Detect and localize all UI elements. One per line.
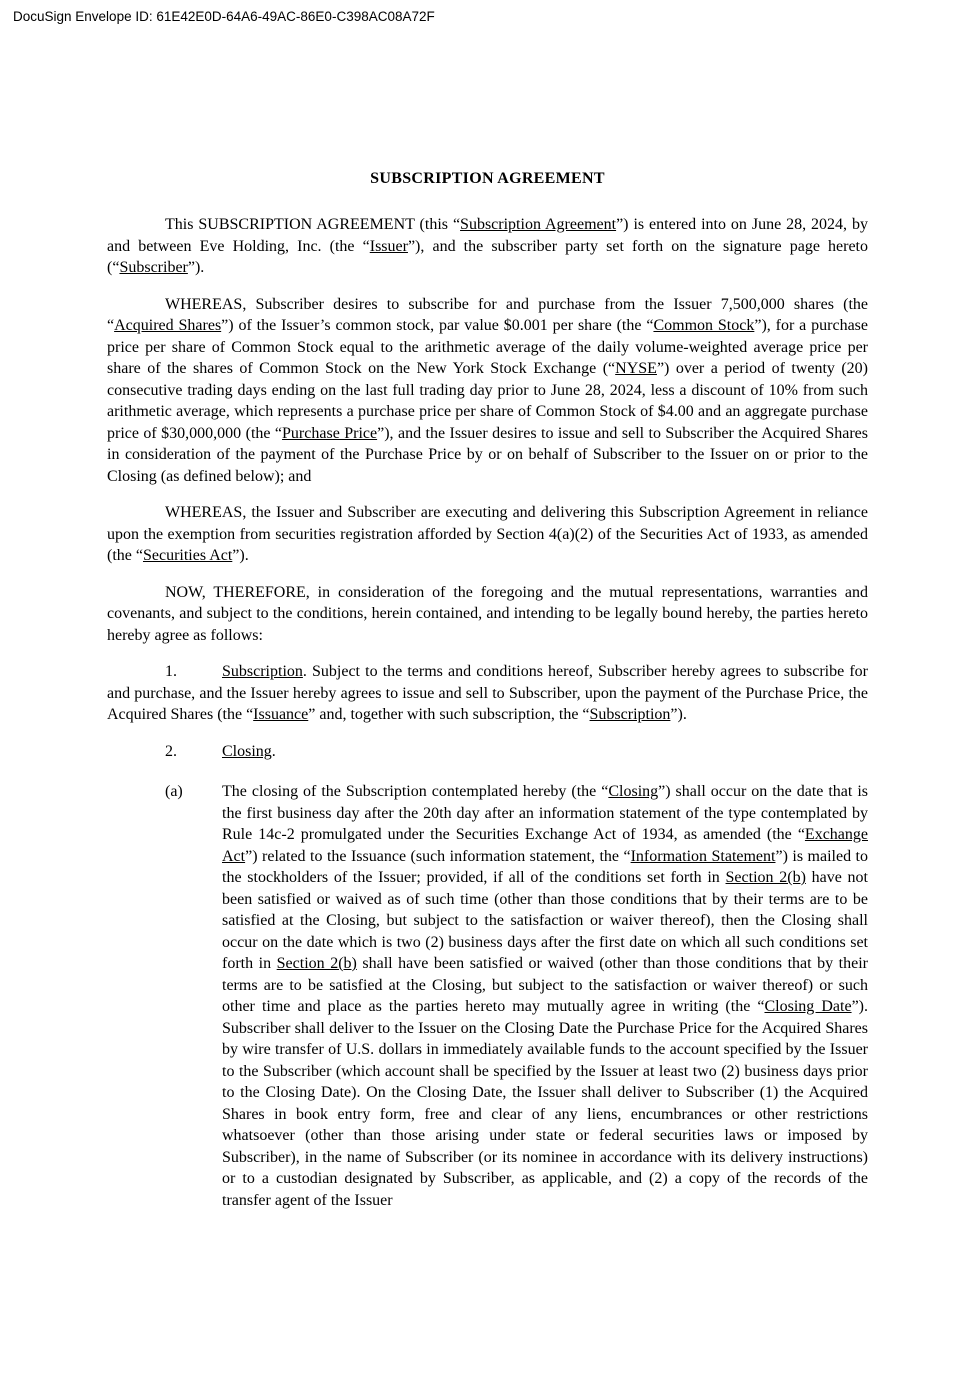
paragraph [107, 214, 868, 279]
document-body [107, 214, 868, 1211]
paragraph [165, 781, 869, 1211]
defined-term: Issuer [369, 237, 408, 255]
paragraph-text: This SUBSCRIPTION AGREEMENT (this “ [165, 216, 461, 233]
paragraph-text: NOW, THEREFORE, in consideration of the foregoing and the mutual representations, warranties and covenants, and subject to the conditions, herein contained, and intending to be legally bound hereby, the parties hereto hereby agree as follows: [107, 583, 868, 644]
defined-term: Closing [608, 783, 659, 800]
defined-term: Common Stock [653, 317, 755, 334]
paragraph-text: ”), and the Issuer desires to issue and sell to Subscriber the Acquired Shares in consideration of the payment of the Purchase Price by or on behalf of Subscriber to the Issuer on or prior to the Closing (as defined below); and [107, 424, 868, 485]
defined-term: Subscriber [119, 259, 188, 276]
defined-term: Closing [222, 742, 272, 760]
paragraph-marker: 1. [165, 663, 177, 680]
defined-term: Closing Date [764, 998, 852, 1015]
paragraph-text: . [271, 742, 276, 760]
defined-term: NYSE [615, 360, 657, 377]
paragraph [107, 294, 868, 488]
paragraph-text: ”), and the subscriber party set forth on the signature page hereto (“ [107, 237, 868, 276]
paragraph-marker: 2. [165, 742, 177, 760]
defined-term: Securities Act [142, 547, 233, 564]
defined-term: Information Statement [630, 847, 776, 865]
paragraph-text: ”) is mailed to the stockholders of the Issuer; provided, if all of the conditions set forth in [222, 847, 869, 886]
paragraph-text: ”) shall occur on the date that is the first business day after the 20th day after an information statement of the type contemplated by Rule 14c-2 promulgated under the Securities Exchange Act of 1934, as amended (the “ [222, 783, 868, 843]
defined-term: Acquired Shares [114, 317, 222, 334]
paragraph-text: ”) over a period of twenty (20) consecutive trading days ending on the last full trading day prior to June 28, 2024, less a discount of 10% from such arithmetic average, which represents a purchase price per share of Common Stock of $4.00 and an aggregate purchase price of $30,000,000 (the “ [107, 360, 868, 442]
defined-term: Subscription [222, 663, 303, 680]
paragraph-text: ” and, together with such subscription, the “ [308, 706, 590, 723]
paragraph-text: have not been satisfied or waived as of such time (other than those conditions that by their terms are to be satisfied at the Closing, but subject to the satisfaction or waiver thereof), then the Closing shall occur on the date which is two (2) business days after the first date on which all such conditions set forth in [222, 869, 868, 972]
defined-term: Subscription [589, 706, 671, 723]
paragraph-text: ”) related to the Issuance (such information statement, the “ [245, 847, 631, 865]
paragraph-text: ”). [187, 259, 205, 276]
defined-term: Subscription Agreement [460, 216, 617, 233]
defined-term: Issuance [253, 706, 309, 723]
paragraph-text: . Subject to the terms and conditions hereof, Subscriber hereby agrees to subscribe for and purchase, and the Issuer hereby agrees to issue and sell to Subscriber, upon the payment of the Purchase Price, the Acquired Shares (the “ [107, 663, 868, 723]
document-title: SUBSCRIPTION AGREEMENT [370, 170, 605, 187]
paragraph-text: shall have been satisfied or waived (other than those conditions that by their terms are to be satisfied at the Closing, but subject to the satisfaction or waiver thereof) or such other time and place as the parties hereto may mutually agree in writing (the “ [222, 955, 868, 1015]
paragraph-text: ”) is entered into on June 28, 2024, by and between Eve Holding, Inc. (the “ [107, 216, 868, 255]
document-page [107, 170, 868, 1226]
paragraph [107, 741, 868, 763]
defined-term: Purchase Price [282, 424, 378, 442]
defined-term: Section 2(b) [276, 955, 357, 972]
paragraph-text: ”). [232, 547, 249, 564]
paragraph-text: ”) of the Issuer’s common stock, par value $0.001 per share (the “ [221, 317, 654, 334]
paragraph [107, 502, 868, 567]
defined-term: Exchange Act [222, 826, 868, 865]
paragraph [107, 661, 868, 726]
paragraph [107, 582, 868, 647]
docusign-envelope-id: DocuSign Envelope ID: 61E42E0D-64A6-49AC-86E0-C398AC08A72F [13, 9, 435, 24]
paragraph-marker: (a) [165, 783, 183, 800]
paragraph-text: The closing of the Subscription contemplated hereby (the “ [222, 783, 609, 800]
paragraph-text: WHEREAS, Subscriber desires to subscribe for and purchase from the Issuer 7,500,000 shares (the “ [107, 295, 868, 334]
paragraph-text: ”), for a purchase price per share of Common Stock equal to the arithmetic average of the daily volume-weighted average price per share of the shares of Common Stock on the New York Stock Exchange (“ [107, 317, 869, 377]
paragraph-text: ”). [670, 706, 687, 723]
paragraph-text: ”). Subscriber shall deliver to the Issuer on the Closing Date the Purchase Price for the Acquired Shares by wire transfer of U.S. dollars in immediately available funds to the account specified by the Issuer to the Subscriber (which account shall be specified by the Issuer at least two (2) business days prior to the Closing Date). On the Closing Date, the Issuer shall deliver to Subscriber (1) the Acquired Shares in book entry form, free and clear of any liens, encumbrances or other restrictions whatsoever (other than those arising under state or federal securities laws or imposed by Subscriber), in the name of Subscriber (or its nominee in accordance with its delivery instructions) or to a custodian designated by Subscriber, as applicable, and (2) a copy of the records of the transfer agent of the Issuer [222, 998, 868, 1209]
defined-term: Section 2(b) [725, 869, 806, 886]
paragraph-text: WHEREAS, the Issuer and Subscriber are executing and delivering this Subscription Agreement in reliance upon the exemption from securities registration afforded by Section 4(a)(2) of the Securities Act of 1933, as amended (the “ [107, 504, 868, 564]
